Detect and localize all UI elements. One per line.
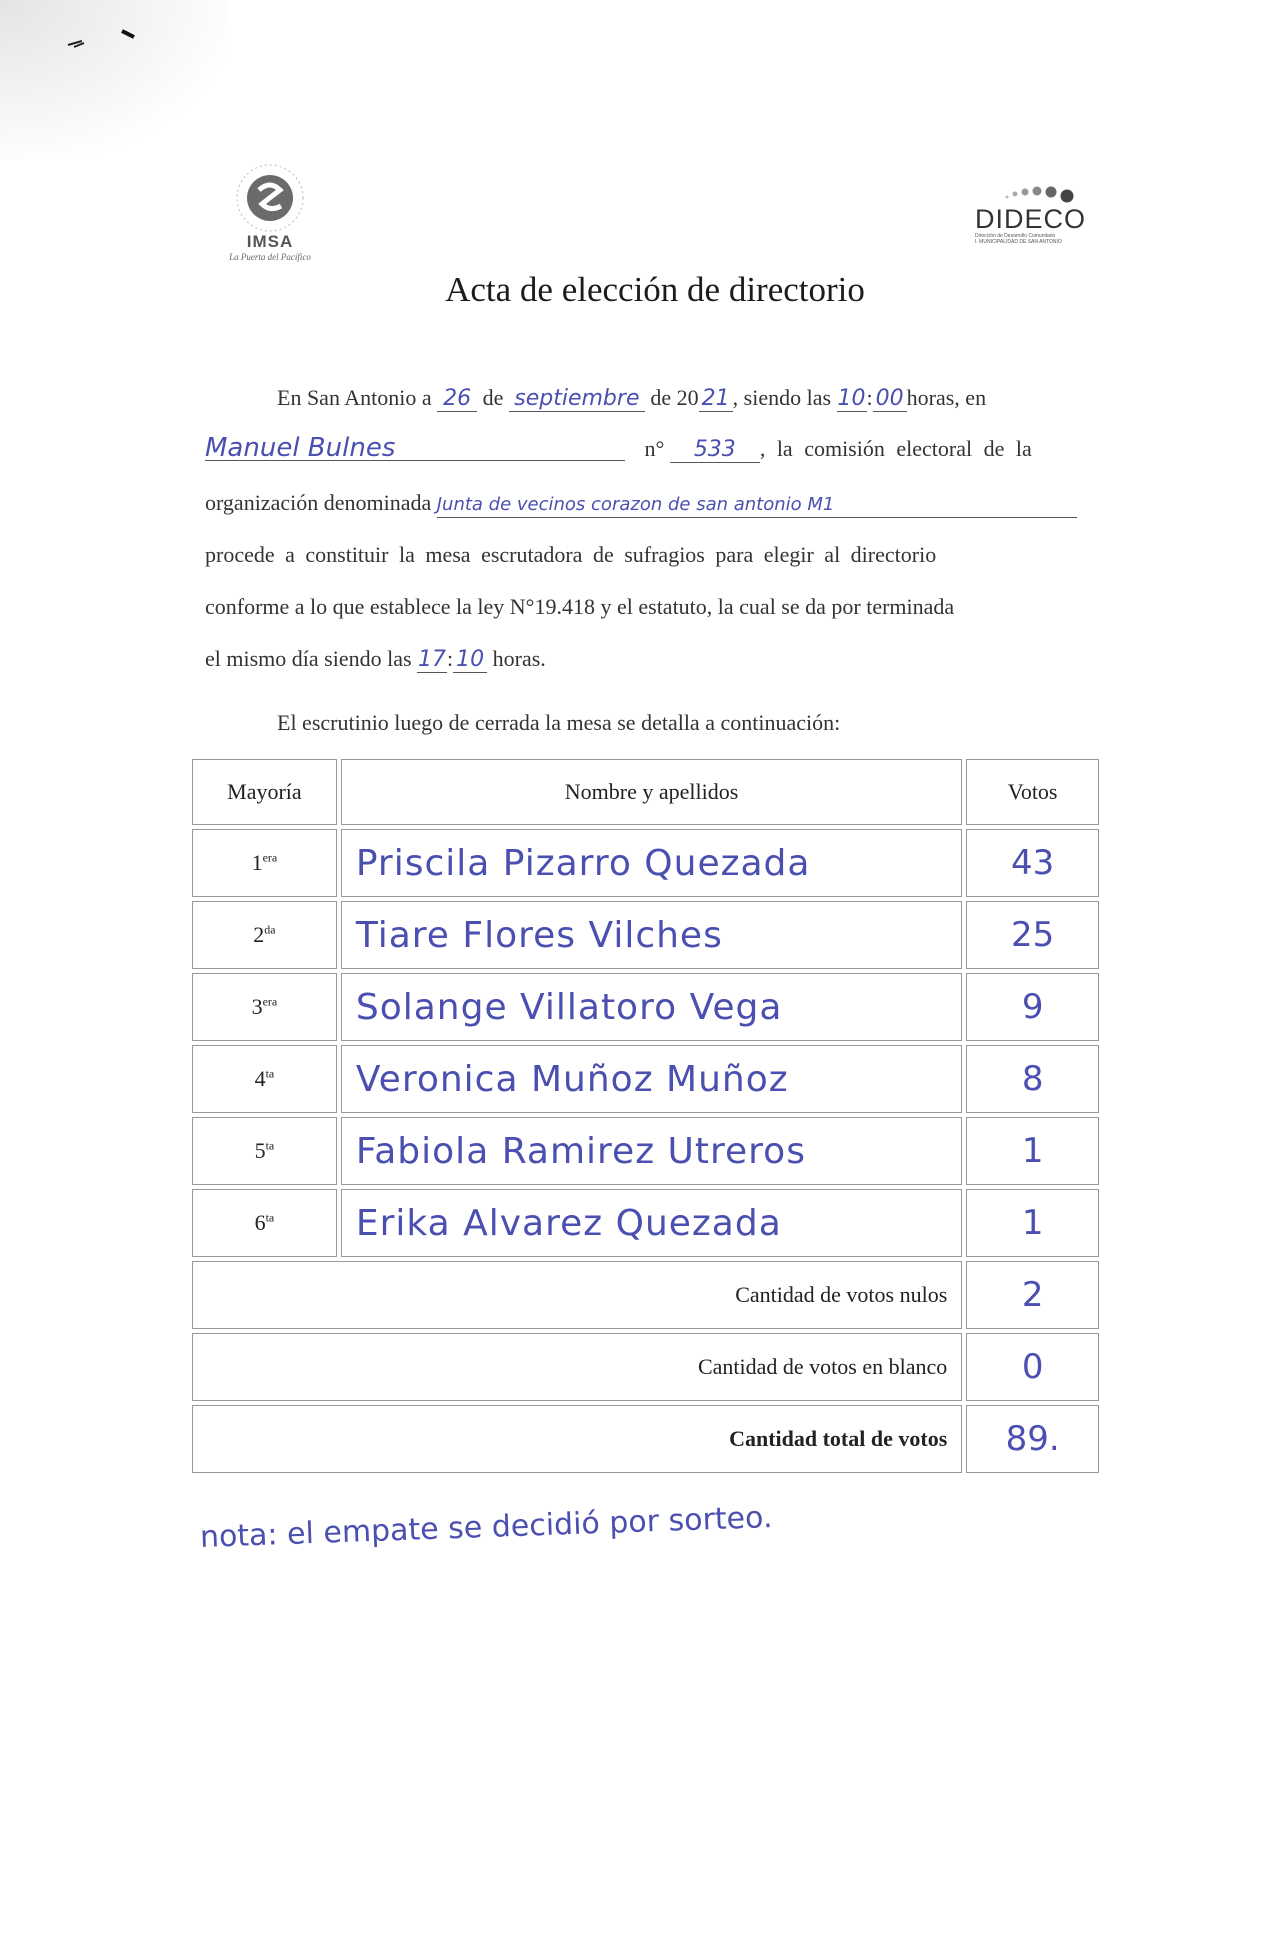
candidate-name: Priscila Pizarro Quezada bbox=[341, 829, 962, 897]
scrutiny-intro: El escrutinio luego de cerrada la mesa se detalla a continuación: bbox=[277, 710, 841, 735]
table-row bbox=[192, 1117, 1099, 1185]
start-minute-field: 00 bbox=[873, 387, 907, 412]
blank-votes-label: Cantidad de votos en blanco bbox=[192, 1333, 962, 1401]
text-siendo-las: , siendo las bbox=[732, 385, 832, 410]
rank-cell: $5^{ta}$ bbox=[192, 1117, 337, 1185]
organization-field: Junta de vecinos corazon de san antonio M1 bbox=[437, 493, 1077, 518]
imsa-name: IMSA bbox=[246, 232, 294, 251]
candidate-votes: 1 bbox=[966, 1189, 1099, 1257]
candidate-name: Erika Alvarez Quezada bbox=[341, 1189, 962, 1257]
rank-cell: $6^{ta}$ bbox=[192, 1189, 337, 1257]
candidate-name: Solange Villatoro Vega bbox=[341, 973, 962, 1041]
day-field: 26 bbox=[437, 387, 477, 412]
rank-cell: $4^{ta}$ bbox=[192, 1045, 337, 1113]
dideco-logo bbox=[975, 183, 1095, 263]
street-field: Manuel Bulnes bbox=[205, 436, 625, 461]
imsa-emblem-icon bbox=[232, 160, 308, 236]
imsa-logo bbox=[210, 160, 330, 270]
text-de-20: de 20 bbox=[650, 385, 699, 410]
total-votes-label: Cantidad total de votos bbox=[192, 1405, 962, 1473]
candidate-votes: 25 bbox=[966, 901, 1099, 969]
imsa-tagline: La Puerta del Pacífico bbox=[229, 252, 311, 262]
candidate-votes: 43 bbox=[966, 829, 1099, 897]
paragraph-line-3 bbox=[205, 490, 1077, 518]
total-votes-row bbox=[192, 1405, 1099, 1473]
blank-votes-value: 0 bbox=[966, 1333, 1099, 1401]
null-votes-value: 2 bbox=[966, 1261, 1099, 1329]
table-row bbox=[192, 829, 1099, 897]
end-hour-field: 17 bbox=[418, 647, 447, 672]
text-organizacion: organización denominada bbox=[205, 490, 432, 515]
text-numero: n° bbox=[644, 436, 665, 461]
candidate-name: Veronica Muñoz Muñoz bbox=[341, 1045, 962, 1113]
null-votes-label: Cantidad de votos nulos bbox=[192, 1261, 962, 1329]
document-title: Acta de elección de directorio bbox=[445, 270, 865, 309]
candidate-name: Tiare Flores Vilches bbox=[341, 901, 962, 969]
scan-marks bbox=[60, 25, 150, 55]
text-horas: horas. bbox=[492, 646, 546, 671]
table-row bbox=[192, 1189, 1099, 1257]
table-row bbox=[192, 973, 1099, 1041]
scan-shadow bbox=[0, 0, 230, 160]
header-rank: Mayoría bbox=[192, 759, 337, 825]
year-field: 21 bbox=[699, 387, 733, 412]
candidate-votes: 8 bbox=[966, 1045, 1099, 1113]
blank-votes-row bbox=[192, 1333, 1099, 1401]
street-number-field: 533 bbox=[670, 438, 760, 463]
paragraph-line-4: procede a constituir la mesa escrutadora de sufragios para elegir al directorio bbox=[205, 542, 937, 567]
paragraph-line-6: el mismo día siendo las 17: 10 horas. bbox=[205, 646, 546, 672]
text-horas-en: horas, en bbox=[906, 385, 987, 410]
dideco-subtitle-2: I. MUNICIPALIDAD DE SAN ANTONIO bbox=[975, 239, 1062, 245]
dideco-subtitle-1: Dirección de Desarrollo Comunitario bbox=[975, 233, 1056, 239]
dideco-dots-icon bbox=[1003, 183, 1113, 205]
text-comision-electoral: , la comisión electoral de la bbox=[759, 436, 1032, 461]
paragraph-line-1: En San Antonio a 26 de septiembre de 20 21 , siendo las 10: 00 horas, en bbox=[277, 385, 987, 411]
header-votes: Votos bbox=[966, 759, 1099, 825]
paragraph-line-5: conforme a lo que establece la ley N°19.418 y el estatuto, la cual se da por terminada bbox=[205, 594, 955, 619]
rank-cell: $2^{da}$ bbox=[192, 901, 337, 969]
end-minute-field: 10 bbox=[453, 648, 487, 673]
candidate-name: Fabiola Ramirez Utreros bbox=[341, 1117, 962, 1185]
table-header-row bbox=[192, 759, 1099, 825]
total-votes-value: 89. bbox=[966, 1405, 1099, 1473]
text-mismo-dia: el mismo día siendo las bbox=[205, 646, 412, 671]
rank-cell: $1^{era}$ bbox=[192, 829, 337, 897]
handwritten-note: nota: el empate se decidió por sorteo. bbox=[199, 1500, 774, 1555]
table-row bbox=[192, 901, 1099, 969]
text-de: de bbox=[482, 385, 504, 410]
null-votes-row bbox=[192, 1261, 1099, 1329]
month-field: septiembre bbox=[509, 387, 645, 412]
header-name: Nombre y apellidos bbox=[341, 759, 962, 825]
scrutiny-table bbox=[188, 755, 1103, 1477]
text-san-antonio: En San Antonio a bbox=[277, 385, 432, 410]
rank-cell: $3^{era}$ bbox=[192, 973, 337, 1041]
table-row bbox=[192, 1045, 1099, 1113]
dideco-name: DIDECO bbox=[975, 204, 1087, 234]
candidate-votes: 9 bbox=[966, 973, 1099, 1041]
start-hour-field: 10 bbox=[837, 386, 866, 411]
paragraph-line-2 bbox=[205, 433, 1032, 463]
candidate-votes: 1 bbox=[966, 1117, 1099, 1185]
